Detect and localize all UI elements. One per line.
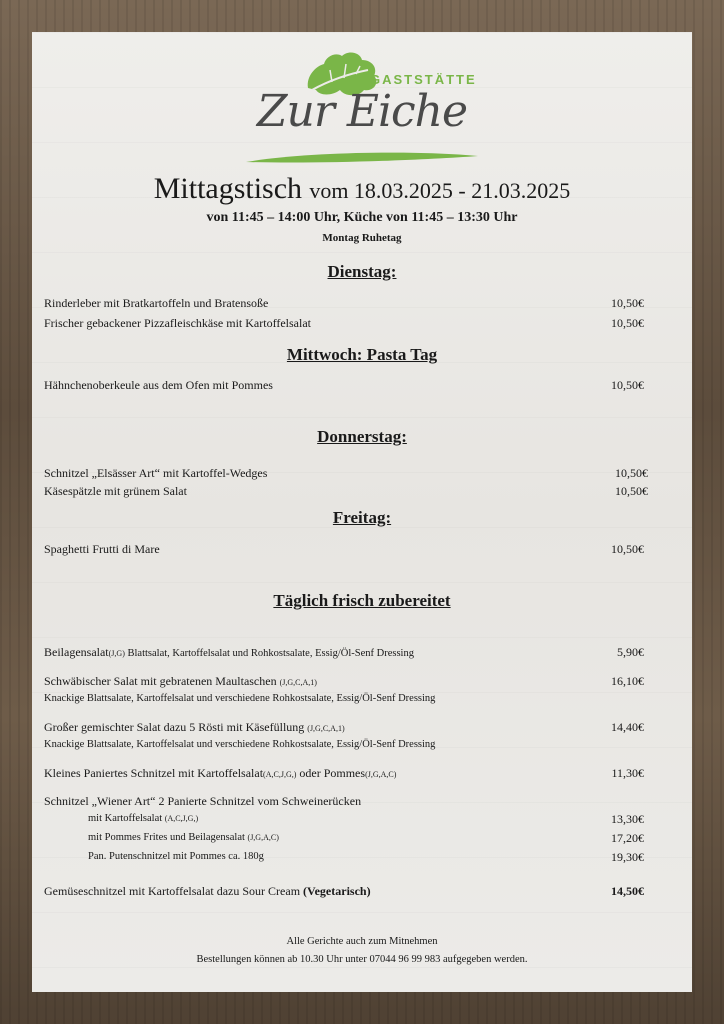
item-desc: Knackige Blattsalate, Kartoffelsalat und verschiedene Rohkostsalate, Essig/Öl-Senf Dressing [44, 739, 436, 750]
menu-sheet [32, 32, 692, 992]
menu-item-price: 17,20€ [611, 831, 644, 845]
menu-item-wiener: Schnitzel „Wiener Art“ 2 Panierte Schnitzel vom Schweinerücken [44, 794, 362, 808]
item-name: Gemüseschnitzel mit Kartoffelsalat dazu Sour Cream [44, 884, 304, 898]
menu-item-price: 10,50€ [615, 466, 648, 480]
menu-item: Spaghetti Frutti di Mare [44, 542, 160, 556]
heading-donnerstag: Donnerstag: [317, 427, 407, 446]
allergen-codes: (J,G,A,C) [247, 833, 279, 842]
menu-item-price: 5,90€ [617, 645, 644, 659]
menu-item-price: 10,50€ [611, 296, 644, 310]
wiener-option [88, 813, 198, 824]
logo [242, 46, 482, 176]
menu-item-price: 10,50€ [615, 484, 648, 498]
item-desc: Blattsalat, Kartoffelsalat und Rohkostsalate, Essig/Öl-Senf Dressing [124, 648, 414, 659]
menu-item: Käsespätzle mit grünem Salat [44, 484, 187, 498]
menu-item-price: 10,50€ [611, 542, 644, 556]
menu-item-kleines [44, 766, 396, 781]
menu-item-price: 19,30€ [611, 850, 644, 864]
option-name: Pan. Putenschnitzel mit Pommes ca. 180g [88, 851, 264, 862]
item-desc: Knackige Blattsalate, Kartoffelsalat und verschiedene Rohkostsalate, Essig/Öl-Senf Dressing [44, 693, 436, 704]
menu-item-price: 16,10€ [611, 674, 644, 688]
footer-order-info: Bestellungen können ab 10.30 Uhr unter 07044 96 99 983 aufgegeben werden. [196, 954, 528, 965]
wiener-option [88, 832, 279, 843]
heading-freitag: Freitag: [332, 508, 392, 527]
allergen-codes: (A,C,J,G,) [263, 770, 297, 779]
logo-subtitle: GASTSTÄTTE [370, 72, 477, 87]
item-name: Schwäbischer Salat mit gebratenen Maultaschen [44, 674, 280, 688]
heading-mittwoch: Mittwoch: Pasta Tag [286, 345, 438, 364]
opening-hours: von 11:45 – 14:00 Uhr, Küche von 11:45 – 13:30 Uhr [206, 210, 518, 225]
menu-item-price: 10,50€ [611, 316, 644, 330]
logo-name: Zur Eiche [256, 86, 468, 137]
menu-item: Schnitzel „Elsässer Art“ mit Kartoffel-Wedges [44, 466, 268, 480]
date-range: vom 18.03.2025 - 21.03.2025 [309, 178, 571, 203]
wiener-option [88, 851, 264, 862]
menu-item-schwaebisch [44, 674, 317, 689]
heading-taeglich: Täglich frisch zubereitet [273, 591, 451, 610]
allergen-codes: (J,G,A,C) [365, 770, 397, 779]
vegetarian-label: (Vegetarisch) [303, 884, 371, 898]
menu-item: Frischer gebackener Pizzafleischkäse mit Kartoffelsalat [44, 316, 311, 330]
heading-dienstag: Dienstag: [327, 262, 397, 281]
option-name: mit Pommes Frites und Beilagensalat [88, 832, 248, 843]
allergen-codes: (J,G,C,A,1) [307, 724, 345, 733]
menu-title-line [32, 172, 692, 206]
menu-item-price: 11,30€ [611, 766, 644, 780]
rest-day: Montag Ruhetag [322, 232, 402, 244]
footer-takeaway: Alle Gerichte auch zum Mitnehmen [286, 936, 438, 947]
item-name: Kleines Paniertes Schnitzel mit Kartoffelsalat [44, 766, 264, 780]
item-name-alt: oder Pommes [296, 766, 366, 780]
green-swoosh-icon [244, 150, 480, 166]
allergen-codes: (J,G,C,A,1) [279, 678, 317, 687]
menu-title: Mittagstisch [153, 172, 303, 205]
option-name: mit Kartoffelsalat [88, 813, 165, 824]
menu-item: Rinderleber mit Bratkartoffeln und Bratensoße [44, 296, 269, 310]
menu-item: Hähnchenoberkeule aus dem Ofen mit Pommes [44, 378, 273, 392]
item-name: Großer gemischter Salat dazu 5 Rösti mit Käsefüllung [44, 720, 308, 734]
menu-item-price: 14,40€ [611, 720, 644, 734]
menu-item-gemischt [44, 720, 345, 735]
menu-item-price: 14,50€ [611, 884, 644, 898]
menu-item-price: 10,50€ [611, 378, 644, 392]
menu-item-price: 13,30€ [611, 812, 644, 826]
allergen-codes: (J,G) [108, 649, 125, 658]
menu-item-beilagensalat [44, 645, 414, 660]
menu-item-gemuese [44, 884, 371, 899]
allergen-codes: (A,C,J,G,) [164, 814, 199, 823]
item-name: Beilagensalat [44, 645, 109, 659]
